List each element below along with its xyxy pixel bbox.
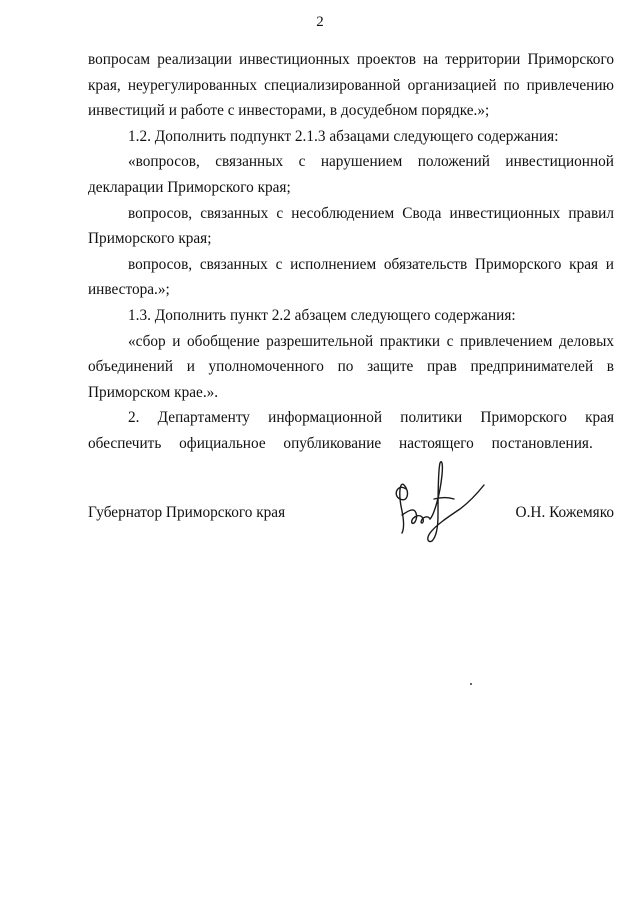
document-body <box>88 47 614 457</box>
paragraph-item-1-3: 1.3. Дополнить пункт 2.2 абзацем следующего содержания: <box>128 306 516 324</box>
scan-speck <box>470 683 472 685</box>
handwritten-signature <box>388 455 492 547</box>
paragraph-continuation: вопросам реализации инвестиционных проектов на территории Приморского края, неурегулированных специализированной организацией по привлечению инвестиций и работе с инвесторами, в досудебном порядке.»; <box>88 51 614 120</box>
paragraph-item-1-2: 1.2. Дополнить подпункт 2.1.3 абзацами следующего содержания: <box>128 127 559 145</box>
paragraph-quote-practice: «сбор и обобщение разрешительной практики с привлечением деловых объединений и уполномоченного по защите прав предпринимателей в Приморском крае.». <box>88 332 614 401</box>
paragraph-item-2: 2. Департаменту информационной политики Приморского края обеспечить официальное опубликование настоящего постановления. <box>88 409 614 452</box>
page-number: 2 <box>316 14 324 30</box>
signatory-name: О.Н. Кожемяко <box>515 504 614 521</box>
paragraph-quote-declaration: «вопросов, связанных с нарушением положений инвестиционной декларации Приморского края; <box>88 153 614 196</box>
signatory-position: Губернатор Приморского края <box>88 504 286 521</box>
paragraph-quote-obligations: вопросов, связанных с исполнением обязательств Приморского края и инвестора.»; <box>88 255 614 299</box>
paragraph-quote-rules: вопросов, связанных с несоблюдением Свода инвестиционных правил Приморского края; <box>88 204 614 248</box>
signature-block <box>88 504 614 534</box>
